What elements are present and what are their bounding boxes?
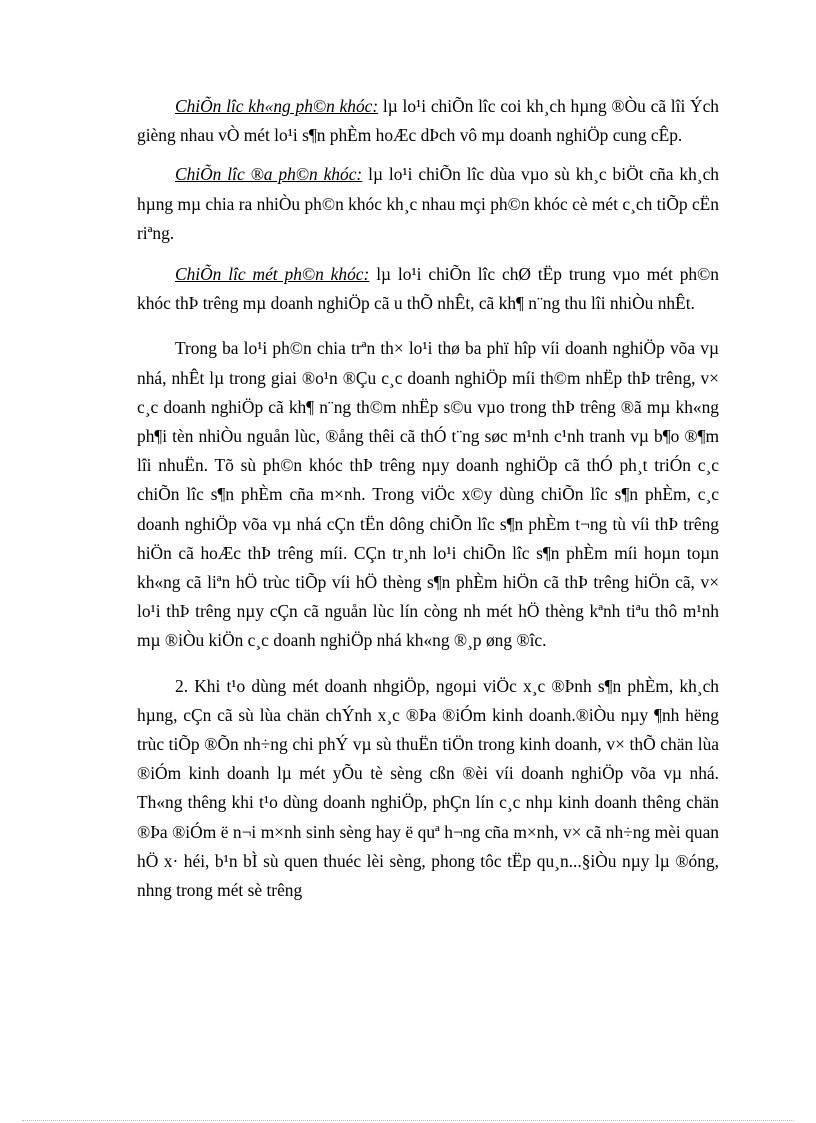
document-body bbox=[137, 92, 719, 905]
paragraph-strategy-comparison bbox=[137, 334, 719, 655]
body-text: 2. Khi t¹o dùng mét doanh nhgiÖp, ngoµi viÖc x¸c ®Þnh s¶n phÈm, kh¸ch hµng, cÇn cã sù lùa chän chÝnh x¸c ®Þa ®iÓm kinh doanh.®iÒu nµy ¶nh hëng trùc tiÕp ®Õn nh÷ng chi phÝ vµ sù thuËn tiÖn trong kinh doanh, v× thÕ chän lùa ®iÓm kinh doanh lµ mét yÕu tè sèng cßn ®èi víi doanh nghiÖp võa vµ nhá. Th«ng thêng khi t¹o dùng doanh nghiÖp, phÇn lín c¸c nhµ kinh doanh thêng chän ®Þa ®iÓm ë n¬i m×nh sinh sèng hay ë quª h¬ng cña m×nh, v× cã nh÷ng mèi quan hÖ x· héi, b¹n bÌ sù quen thuéc lèi sèng, phong tôc tËp qu¸n...§iÒu nµy lµ ®óng, nhng trong mét sè trêng bbox=[137, 675, 719, 901]
paragraph-undifferentiated-strategy bbox=[137, 92, 719, 150]
page-bottom-dotted-rule bbox=[22, 1120, 794, 1121]
term-multi-segment-strategy: ChiÕn lîc ®a ph©n khóc: bbox=[175, 164, 363, 185]
term-single-segment-strategy: ChiÕn lîc mét ph©n khóc: bbox=[175, 264, 370, 285]
paragraph-business-location bbox=[137, 672, 719, 906]
paragraph-multi-segment-strategy bbox=[137, 160, 719, 248]
term-undifferentiated-strategy: ChiÕn lîc kh«ng ph©n khóc: bbox=[175, 96, 379, 116]
definition-multi-segment-strategy: lµ lo¹i chiÕn lîc dùa vµo sù kh¸c biÖt cña kh¸ch hµng mµ chia ra nhiÒu ph©n khóc kh¸c nhau mçi ph©n khóc cè mét c¸ch tiÕp cËn riªng. bbox=[137, 164, 719, 243]
definition-single-segment-strategy: lµ lo¹i chiÕn lîc chØ tËp trung vµo mét ph©n khóc thÞ trêng mµ doanh nghiÖp cã u thÕ nhÊt, cã kh¶ n¨ng thu lîi nhiÒu nhÊt. bbox=[137, 264, 720, 314]
definition-undifferentiated-strategy: lµ lo¹i chiÕn lîc coi kh¸ch hµng ®Òu cã lîi Ých gièng nhau vÒ mét lo¹i s¶n phÈm hoÆc dÞch vô mµ doanh nghiÖp cung cÊp. bbox=[137, 96, 719, 146]
paragraph-single-segment-strategy bbox=[137, 260, 719, 318]
body-text: Trong ba lo¹i ph©n chia trªn th× lo¹i thø ba phï hîp víi doanh nghiÖp võa vµ nhá, nhÊt lµ trong giai ®o¹n ®Çu c¸c doanh nghiÖp míi th©m nhËp thÞ trêng, v× c¸c doanh nghiÖp cã kh¶ n¨ng th©m nhËp s©u vµo trong thÞ trêng ®ã mµ kh«ng ph¶i tèn nhiÒu nguån lùc, ®ång thêi cã thÓ t¨ng søc m¹nh c¹nh tranh vµ b¶o ®¶m lîi nhuËn. Tõ sù ph©n khóc thÞ trêng nµy doanh nghiÖp cã thÓ ph¸t triÓn c¸c chiÕn lîc s¶n phÈm cña m×nh. Trong viÖc x©y dùng chiÕn lîc s¶n phÈm, c¸c doanh nghiÖp võa vµ nhá cÇn tËn dông chiÕn lîc s¶n phÈm t¬ng tù víi thÞ trêng hiÖn cã hoÆc thÞ trêng míi. CÇn tr¸nh lo¹i chiÕn lîc s¶n phÈm míi hoµn toµn kh«ng cã liªn hÖ trùc tiÕp víi hÖ thèng s¶n phÈm hiÖn cã thÞ trêng hiÖn cã, v× lo¹i thÞ trêng nµy cÇn cã nguån lùc lín còng nh mét hÖ thèng kªnh tiªu thô m¹nh mµ ®iÒu kiÖn c¸c doanh nghiÖp nhá kh«ng ®¸p øng ®îc. bbox=[137, 338, 719, 651]
